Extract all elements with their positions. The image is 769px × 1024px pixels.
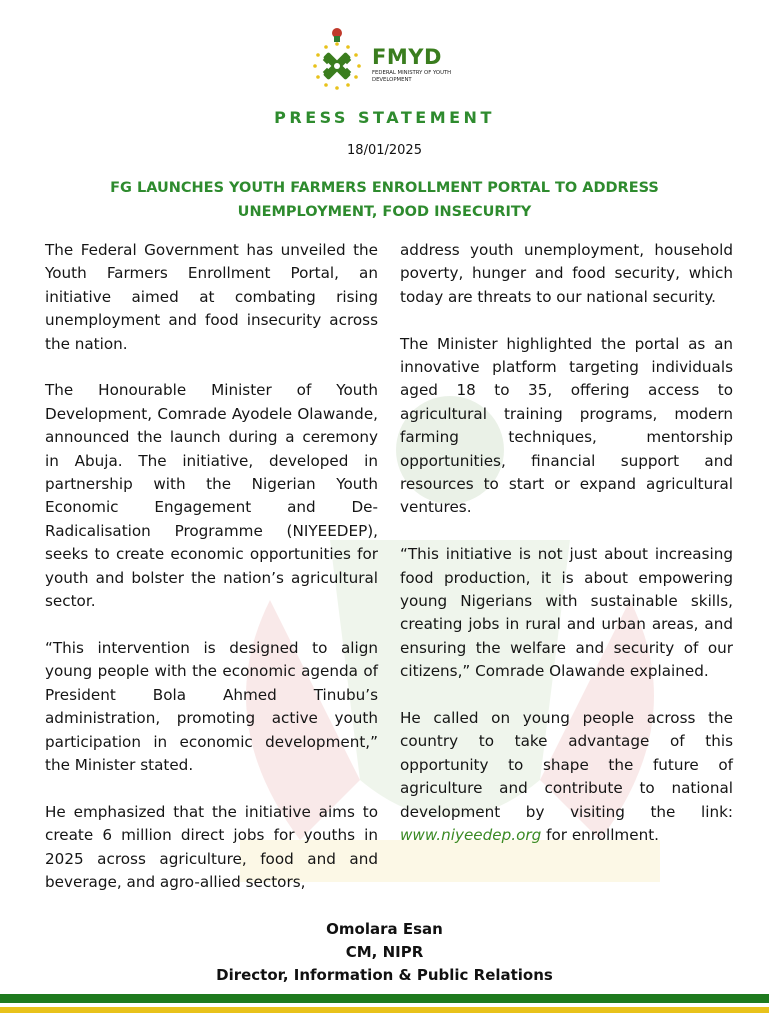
paragraph: The Federal Government has unveiled the Youth Farmers Enrollment Portal, an initiative aimed at combating rising unemployment and food insecurity across the nation. <box>45 241 378 353</box>
statement-date: 18/01/2025 <box>347 143 422 158</box>
paragraph: The Minister highlighted the portal as an innovative platform targeting individuals aged 18 to 35, offering access to agricultural training programs, modern farming techniques, mentorship opportunities, financial support and resources to start or expand agricultural ventures. <box>400 334 733 517</box>
press-statement-label: PRESS STATEMENT <box>274 108 495 127</box>
paragraph: “This intervention is designed to align young people with the economic agenda of President Bola Ahmed Tinubu’s administration, promoting active youth participation in economic development,” the Minister stated. <box>45 638 378 774</box>
right-column <box>400 239 733 871</box>
paragraph-text-end: for enrollment. <box>541 826 659 845</box>
paragraph-text: He called on young people across the country to take advantage of this opportunity to shape the future of agriculture and contribute to national development by visiting the link: <box>400 709 733 821</box>
brand-name: FMYD <box>372 45 442 69</box>
paragraph: address youth unemployment, household poverty, hunger and food security, which today are threats to our national security. <box>400 241 733 306</box>
footer-bottom-margin <box>0 1013 769 1024</box>
paragraph <box>400 707 733 847</box>
paragraph: The Honourable Minister of Youth Development, Comrade Ayodele Olawande, announced the launch during a ceremony in Abuja. The initiative, developed in partnership with the Nigerian Youth Economic Engagement and De-Radicalisation Programme (NIYEEDEP), seeks to create economic opportunities for youth and bolster the nation’s agricultural sector. <box>45 381 378 611</box>
letterhead <box>0 22 769 100</box>
signatory-name: Omolara Esan <box>326 920 443 938</box>
signatory-credentials: CM, NIPR <box>345 943 424 961</box>
signature-block <box>0 918 769 987</box>
fmyd-logo-icon <box>306 26 368 96</box>
signatory-title: Director, Information & Public Relations <box>216 966 553 984</box>
headline: FG LAUNCHES YOUTH FARMERS ENROLLMENT PORTAL TO ADDRESS UNEMPLOYMENT, FOOD INSECURITY <box>110 180 659 220</box>
brand-subtitle: FEDERAL MINISTRY OF YOUTH DEVELOPMENT <box>372 70 452 83</box>
brand-block <box>372 46 452 83</box>
left-column <box>45 239 378 918</box>
paragraph: He emphasized that the initiative aims to create 6 million direct jobs for youths in 2025 across agriculture, food and and beverage, and agro-allied sectors, <box>45 802 378 891</box>
footer-stripe-green <box>0 994 769 1003</box>
enrollment-link[interactable]: www.niyeedep.org <box>400 826 542 845</box>
paragraph: “This initiative is not just about increasing food production, it is about empowering young Nigerians with sustainable skills, creating jobs in rural and urban areas, and ensuring the welfare and security of our citizens,” Comrade Olawande explained. <box>400 545 733 681</box>
